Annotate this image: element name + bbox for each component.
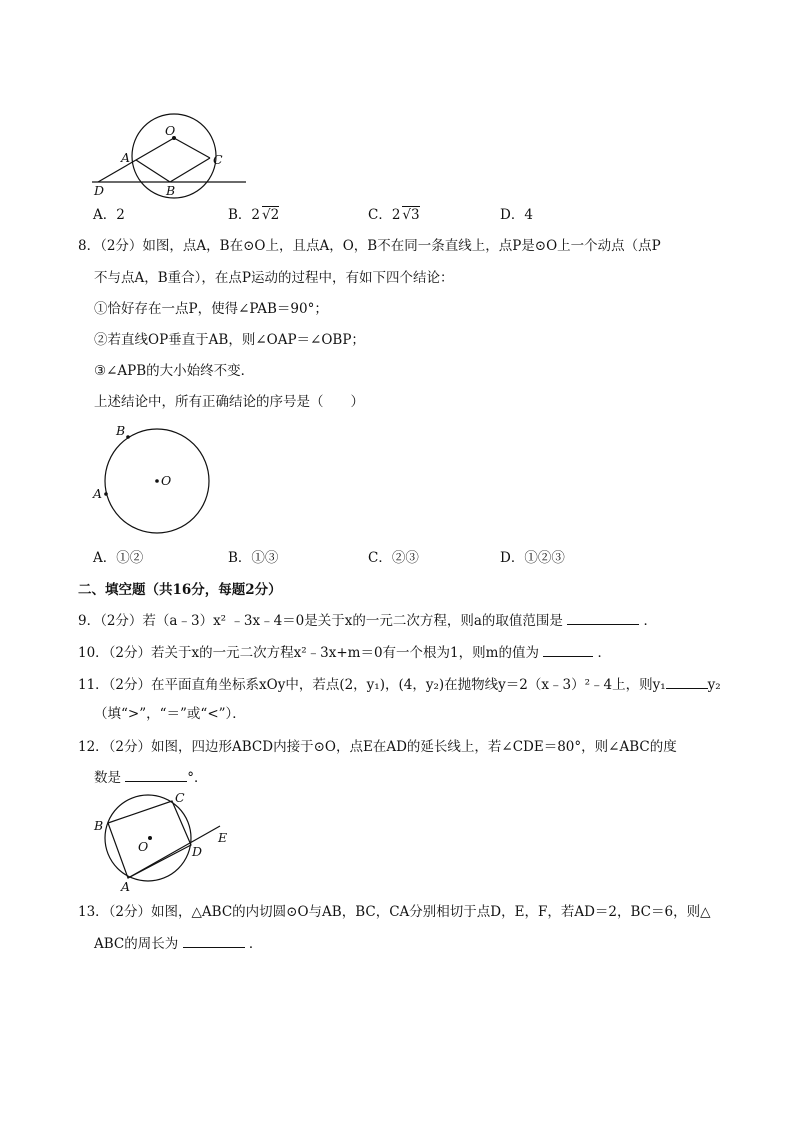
- q12-center-dot: [148, 836, 152, 840]
- q13-stem: ABC的周长为: [94, 936, 179, 952]
- q8-line1: 8．（2分）如图，点A，B在⊙O上，且点A，O，B不在同一条直线上，点P是⊙O上一个动点（点P: [78, 238, 661, 254]
- q7-label-o: O: [165, 123, 176, 138]
- q12-degree: °．: [187, 770, 208, 786]
- q8-figure: [86, 420, 222, 542]
- q8-conclusion-1: ①恰好存在一点P，使得∠PAB＝90°；: [94, 301, 328, 317]
- q12-stem: 数是: [94, 770, 121, 786]
- q11-line1: [78, 674, 721, 695]
- q11-answer-blank[interactable]: [666, 674, 708, 689]
- q9-answer-blank[interactable]: [567, 610, 639, 625]
- q10-answer-blank[interactable]: [543, 642, 593, 657]
- q10-stem: 10．（2分）若关于x的一元二次方程x²﹣3x+m＝0有一个根为1，则m的值为: [78, 645, 539, 661]
- q8-point-a: [104, 492, 108, 496]
- q7-segment-ob: [170, 138, 174, 182]
- q7-figure: [88, 96, 258, 200]
- q7-label-d: D: [94, 183, 105, 198]
- q8-question: 上述结论中，所有正确结论的序号是（ ）: [94, 394, 364, 410]
- q13-line2: [94, 933, 262, 954]
- q7-option-a: A．2: [93, 207, 125, 223]
- q7-option-d: D．4: [500, 207, 533, 223]
- q8-conclusion-2: ②若直线OP垂直于AB，则∠OAP＝∠OBP；: [94, 332, 365, 348]
- q8-line2: 不与点A，B重合），在点P运动的过程中，有如下四个结论：: [94, 270, 454, 286]
- q12-label-o: O: [138, 839, 149, 854]
- q13-period: ．: [248, 936, 263, 952]
- q9-stem: 9．（2分）若（a﹣3）x² ﹣3x﹣4＝0是关于x的一元二次方程，则a的取值范围是: [78, 613, 563, 629]
- q8-option-a: A．①②: [93, 550, 144, 566]
- q7-label-b: B: [166, 183, 176, 198]
- q13-answer-blank[interactable]: [183, 933, 245, 948]
- q7-option-b: [228, 205, 279, 225]
- q7-segment-ab: [136, 160, 170, 182]
- q8-option-c: C．②③: [368, 550, 419, 566]
- q12-answer-blank[interactable]: [125, 767, 187, 782]
- q7-option-c-text: C．2: [368, 207, 401, 223]
- q8-conclusion-3: ③∠APB的大小始终不变．: [94, 363, 255, 379]
- q7-option-b-text: B．2: [228, 207, 261, 223]
- q8-label-a: A: [93, 486, 103, 501]
- q8-option-b: B．①③: [228, 550, 279, 566]
- q12-label-b: B: [94, 818, 104, 833]
- q11-stem: 11．（2分）在平面直角坐标系xOy中，若点(2，y₁)，(4，y₂)在抛物线y＝2（x﹣3）²﹣4上，则y₁: [78, 677, 666, 693]
- q7-option-b-sqrt: √2: [262, 207, 280, 223]
- q13-line1: 13．（2分）如图，△ABC的内切圆⊙O与AB，BC，CA分别相切于点D，E，F，若AD＝2，BC＝6，则△: [78, 904, 711, 920]
- q7-label-c: C: [213, 152, 223, 167]
- q12-line2: [94, 767, 208, 788]
- q7-segment-cb: [170, 158, 210, 182]
- q7-option-c: [368, 205, 420, 225]
- q7-segment-oc: [174, 138, 210, 158]
- q11-line2: （填“>”，“＝”或“<”）．: [94, 706, 246, 722]
- q8-center-dot: [155, 479, 159, 483]
- q12-label-e: E: [218, 830, 228, 845]
- q8-label-b: B: [116, 423, 126, 438]
- q8-label-o: O: [161, 473, 172, 488]
- q8-option-d: D．①②③: [500, 550, 565, 566]
- q7-option-c-sqrt: √3: [402, 207, 420, 223]
- q7-label-a: A: [121, 150, 131, 165]
- q9-text: [78, 610, 657, 631]
- q11-y2: y₂: [707, 677, 721, 693]
- section-heading: 二、填空题（共16分，每题2分）: [78, 582, 282, 598]
- q10-text: [78, 642, 611, 663]
- q12-line1: 12．（2分）如图，四边形ABCD内接于⊙O，点E在AD的延长线上，若∠CDE＝80°，则∠ABC的度: [78, 739, 677, 755]
- q12-label-c: C: [175, 790, 185, 805]
- q12-label-d: D: [192, 844, 203, 859]
- q8-point-b: [126, 435, 130, 439]
- q12-figure: [88, 790, 238, 894]
- q10-period: ．: [597, 645, 612, 661]
- q12-label-a: A: [121, 879, 131, 894]
- q9-period: ．: [643, 613, 658, 629]
